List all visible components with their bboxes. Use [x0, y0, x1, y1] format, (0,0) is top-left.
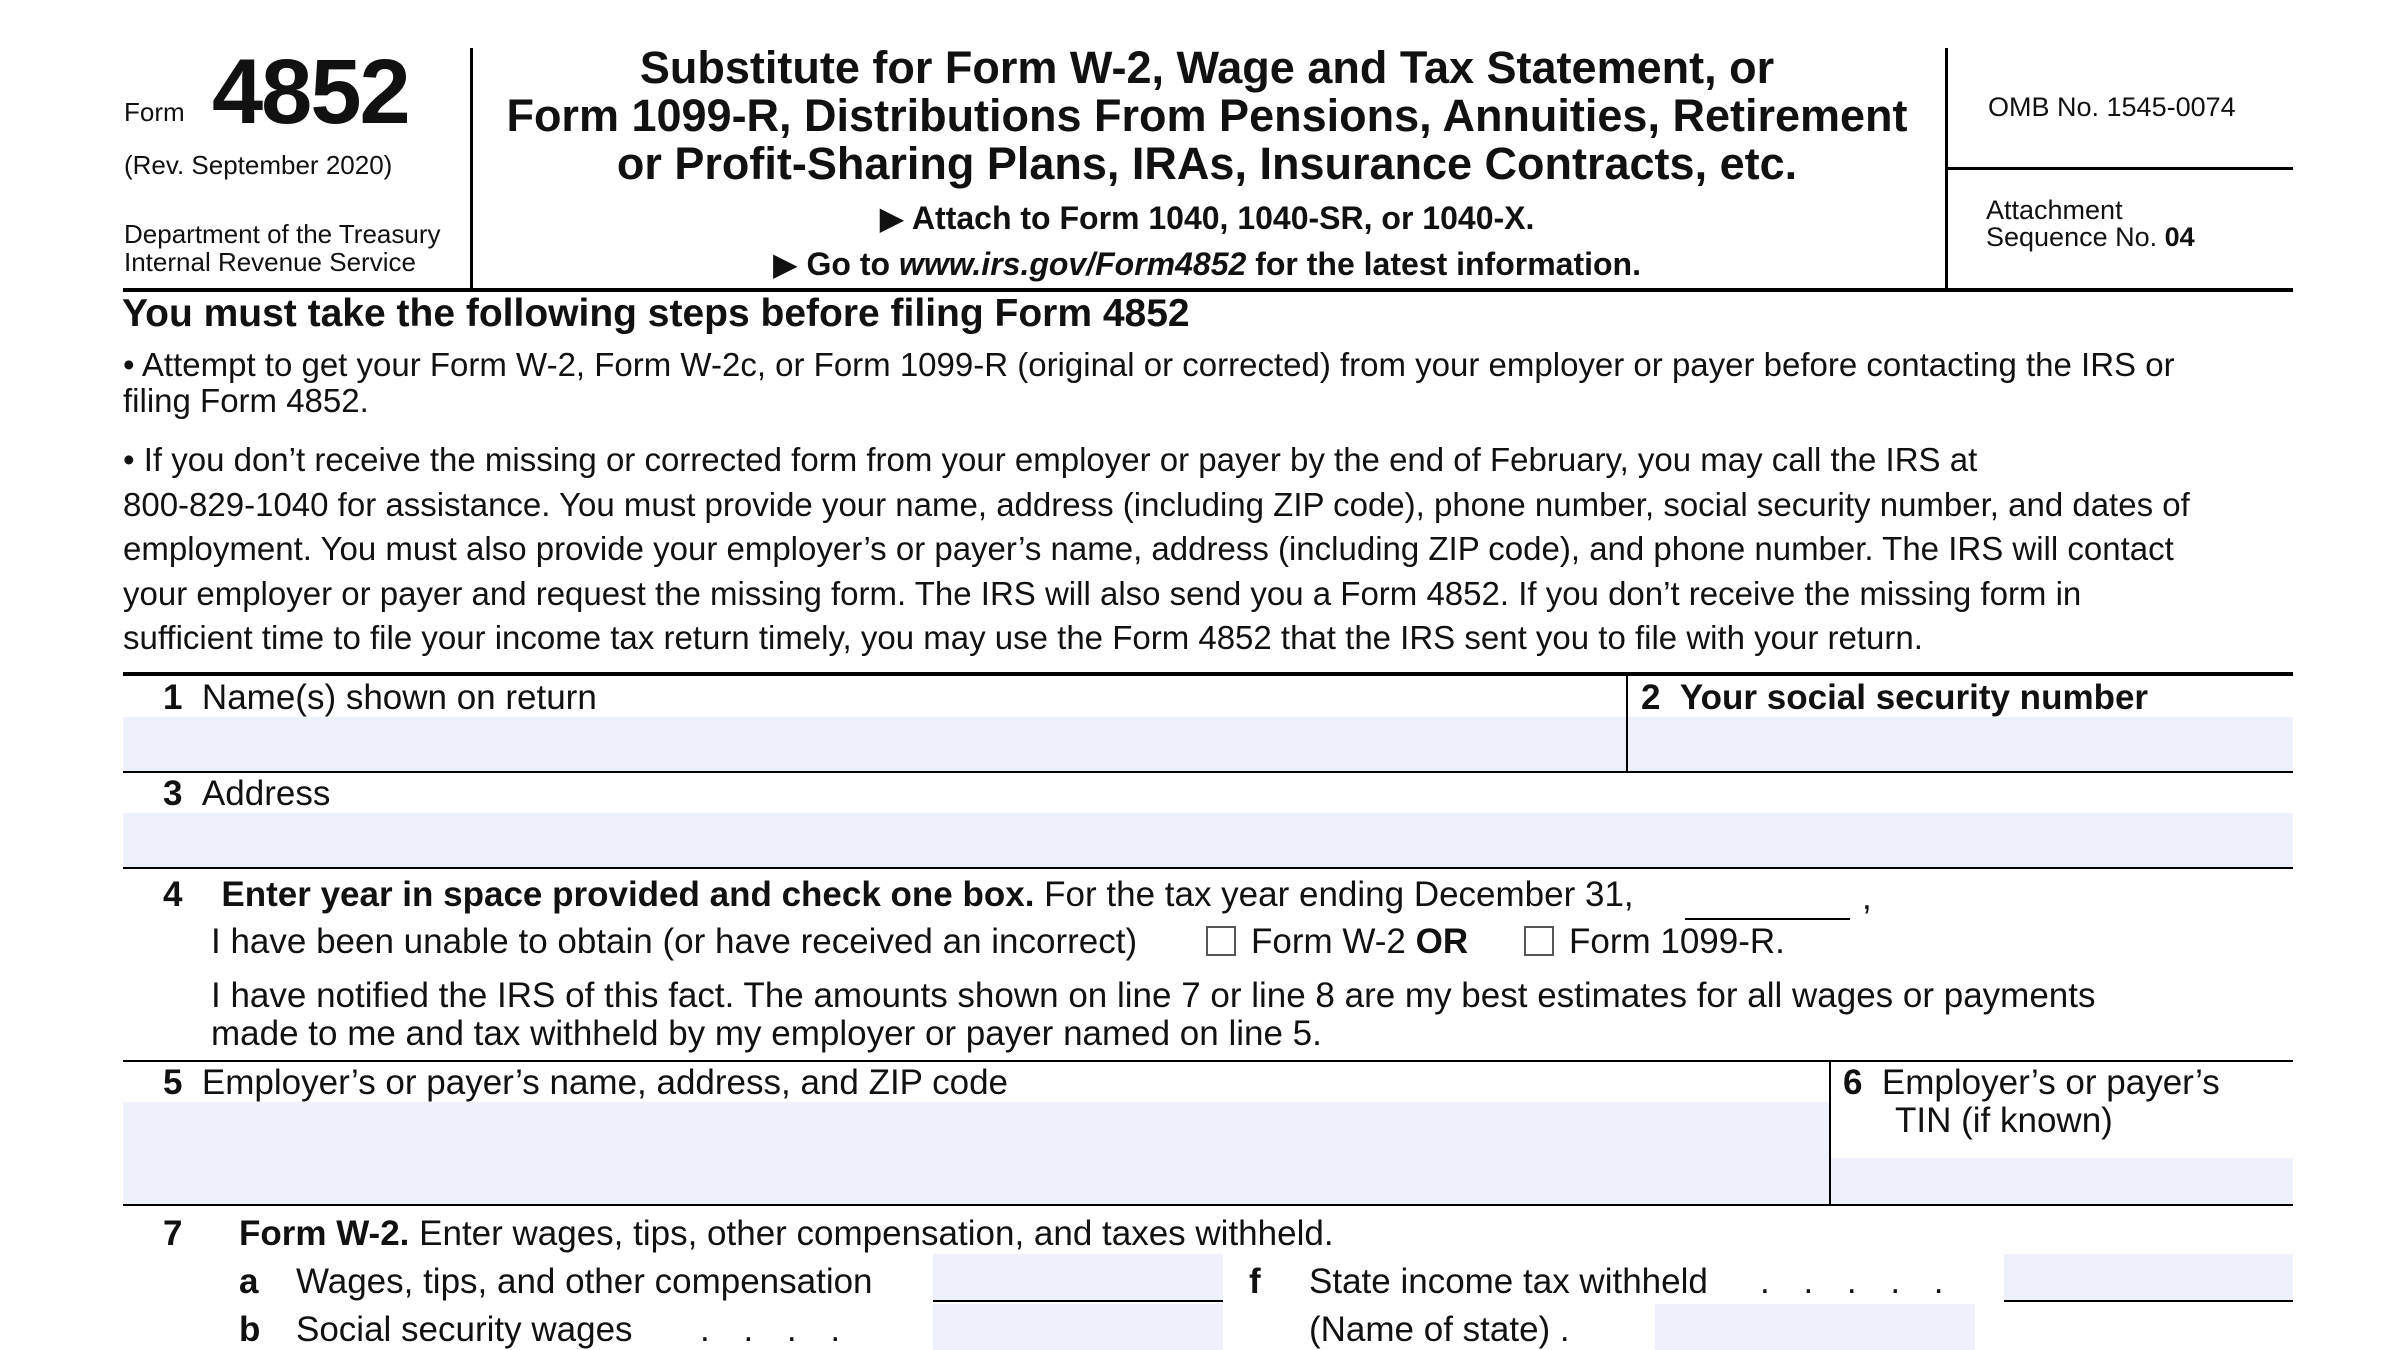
tin-input[interactable] [1831, 1158, 2293, 1204]
line3-label [163, 774, 330, 814]
line4-notified-line1: I have notified the IRS of this fact. The amounts shown on line 7 or line 8 are my best estimates for all wages or payments [211, 976, 2096, 1015]
omb-divider [1945, 167, 2293, 170]
form-number: 4852 [212, 41, 409, 143]
line1-text: Name(s) shown on return [201, 678, 597, 717]
line4-notified-line2: made to me and tax withheld by my employer or payer named on line 5. [211, 1014, 1322, 1053]
line4-number: 4 [163, 875, 183, 914]
bullet2-line3: employment. You must also provide your employer’s or payer’s name, address (including ZIP code), and phone number. The IRS will contact [123, 530, 2174, 567]
bullet2-line2: 800-829-1040 for assistance. You must provide your name, address (including ZIP code), phone number, social security number, and dates of [123, 486, 2190, 523]
line1-label [163, 678, 597, 718]
form-1099r-checkbox[interactable] [1524, 926, 1554, 956]
section-top-rule [123, 672, 2293, 676]
form-1099r-label: Form 1099-R. [1569, 922, 1785, 961]
name-input[interactable] [123, 717, 1626, 771]
line6-label-line1 [1843, 1063, 2220, 1103]
form-title-line3: or Profit-Sharing Plans, IRAs, Insurance Contracts, etc. [616, 138, 1798, 189]
line1-bottom-rule [123, 771, 2293, 773]
bullet1-line2: filing Form 4852. [123, 382, 369, 419]
line2-text: Your social security number [1679, 678, 2149, 717]
line6-number: 6 [1843, 1063, 1863, 1102]
address-input[interactable] [123, 813, 2293, 867]
line5-number: 5 [163, 1063, 183, 1102]
line5-text: Employer’s or payer’s name, address, and ZIP code [201, 1063, 1008, 1102]
attachment-sequence [1986, 222, 2195, 253]
wages-input[interactable] [933, 1254, 1223, 1300]
line3-number: 3 [163, 774, 183, 813]
line4-comma: , [1862, 878, 1872, 917]
line7f-letter: f [1249, 1262, 1261, 1301]
form-title-line1: Substitute for Form W-2, Wage and Tax Statement, or [639, 42, 1775, 93]
form-title-line2: Form 1099-R, Distributions From Pensions, Annuities, Retirement [506, 90, 1908, 141]
state-tax-input-underline [2004, 1300, 2293, 1302]
line2-number: 2 [1641, 678, 1661, 717]
line7a-letter: a [239, 1262, 259, 1301]
line5-bottom-rule [123, 1204, 2293, 1206]
or-label: OR [1415, 922, 1469, 961]
steps-heading: You must take the following steps before filing Form 4852 [122, 292, 1190, 335]
line6-label-line2: TIN (if known) [1895, 1101, 2113, 1140]
dept-treasury: Department of the Treasury [124, 219, 441, 249]
form-w2-label: Form W-2 [1251, 922, 1406, 961]
goto-suffix: for the latest information. [1246, 246, 1641, 282]
line2-label [1641, 678, 2148, 718]
line7b-letter: b [239, 1310, 261, 1349]
bullet2-line1: • If you don’t receive the missing or corrected form from your employer or payer by the end of February, you may call the IRS at [123, 441, 1978, 478]
line4-unable-text: I have been unable to obtain (or have received an incorrect) [211, 922, 1138, 961]
form-revision: (Rev. September 2020) [124, 150, 393, 180]
irs-name: Internal Revenue Service [124, 247, 416, 277]
line7b-dots: . . . . [700, 1310, 853, 1349]
goto-instruction [487, 245, 1927, 283]
bullet2-line4: your employer or payer and request the missing form. The IRS will also send you a Form 4852. If you don’t receive the missing form in [123, 575, 2082, 612]
line3-text: Address [201, 774, 331, 813]
wages-input-underline [933, 1300, 1223, 1302]
goto-prefix: ▶ Go to [773, 246, 899, 282]
line5-label [163, 1063, 1008, 1103]
state-tax-input[interactable] [2004, 1254, 2293, 1300]
ssn-input[interactable] [1628, 717, 2293, 771]
bullet1-line1: • Attempt to get your Form W-2, Form W-2c, or Form 1099-R (original or corrected) from your employer or payer before contacting the IRS or [123, 346, 2175, 383]
state-name-input[interactable] [1655, 1304, 1975, 1350]
sequence-number: 04 [2164, 222, 2195, 252]
line6-text: Employer’s or payer’s [1881, 1063, 2220, 1102]
line4-text: For the tax year ending December 31, [1034, 875, 1634, 914]
line4-bold-text: Enter year in space provided and check one box. [221, 875, 1035, 914]
irs-url-link[interactable]: www.irs.gov/Form4852 [898, 246, 1247, 282]
employer-input[interactable] [123, 1102, 1829, 1204]
tax-year-input[interactable] [1685, 880, 1850, 920]
line7f-dots: . . . . . [1760, 1262, 1956, 1301]
line4-heading [163, 875, 1634, 915]
form-word: Form [124, 97, 185, 127]
omb-number: OMB No. 1545-0074 [1988, 92, 2236, 122]
line7f-label: State income tax withheld [1309, 1262, 1708, 1301]
state-name-label: (Name of state) . [1309, 1310, 1570, 1349]
line4-bottom-rule [123, 1060, 2293, 1062]
line7-text: Enter wages, tips, other compensation, and taxes withheld. [409, 1214, 1334, 1253]
bullet2-line5: sufficient time to file your income tax return timely, you may use the Form 4852 that the IRS sent you to file with your return. [123, 619, 1923, 656]
sequence-label: Sequence No. [1986, 222, 2158, 252]
line7-heading [239, 1214, 1334, 1254]
form-w2-option [1251, 922, 1468, 962]
line3-bottom-rule [123, 867, 2293, 869]
line7-bold-text: Form W-2. [239, 1214, 410, 1253]
line7-number: 7 [163, 1214, 183, 1253]
attach-instruction: ▶ Attach to Form 1040, 1040-SR, or 1040-X. [879, 200, 1535, 236]
form-w2-checkbox[interactable] [1206, 926, 1236, 956]
line1-number: 1 [163, 678, 183, 717]
line7b-label: Social security wages [296, 1310, 633, 1349]
ss-wages-input[interactable] [933, 1304, 1223, 1350]
attachment-label: Attachment [1986, 195, 2123, 225]
header-divider-left [470, 48, 473, 288]
line7a-label: Wages, tips, and other compensation [296, 1262, 873, 1301]
